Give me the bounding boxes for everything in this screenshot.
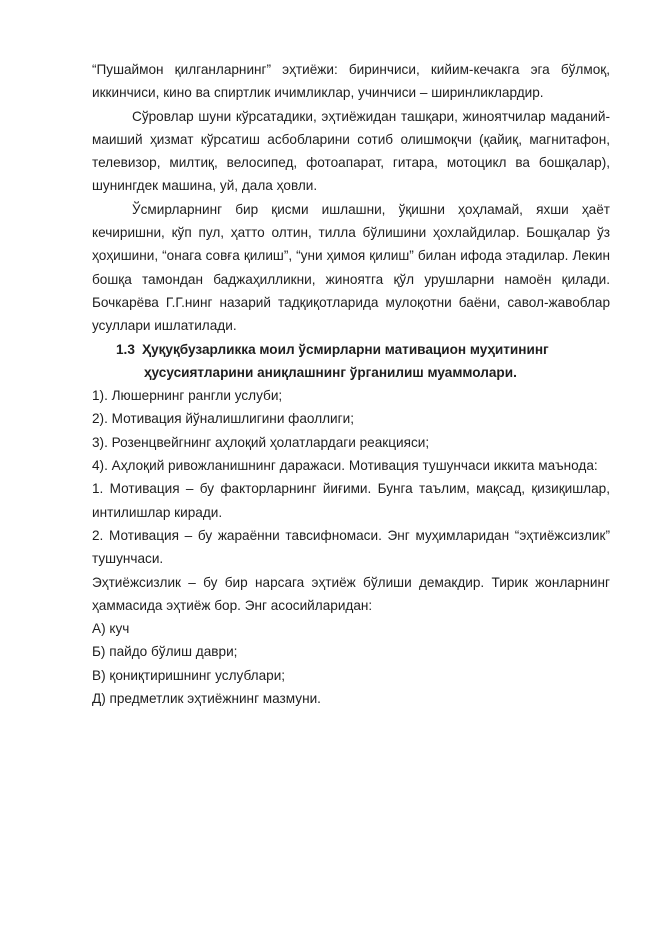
need-item-a: А) куч (92, 621, 130, 637)
need-item-v: В) қониқтиришнинг услублари; (92, 667, 286, 683)
section-heading (92, 338, 610, 385)
paragraph-2: Сўровлар шуни кўрсатадики, эҳтиёжидан ташқари, жиноятчилар маданий-маиший ҳизмат кўрсатиш асбобларини сотиб олишмоқчи (қайиқ, магнитафон, телевизор, милтиқ, велосипед, фотоапарат, гитара, мотоцикл ва бошқалар), шунингдек машина, уй, дала ҳовли. (92, 108, 610, 194)
method-item-3: 3). Розенцвейгнинг аҳлоқий ҳолатлардаги реакцияси; (92, 434, 430, 450)
definition-1: 1. Мотивация – бу факторларнинг йиғими. Бунга таълим, мақсад, қизиқишлар, интилишлар киради. (92, 481, 610, 520)
method-item-4: 4). Аҳлоқий ривожланишнинг даражаси. Мотивация тушунчаси иккита маънода: (92, 458, 598, 474)
need-item-b: Б) пайдо бўлиш даври; (92, 644, 238, 660)
paragraph-3: Ўсмирларнинг бир қисми ишлашни, ўқишни ҳоҳламай, яхши ҳаёт кечиришни, кўп пул, ҳатто олтин, тилла бўлишини ҳохлайдилар. Бошқалар ўз ҳоҳишини, “онага совға қилиш”, “уни ҳимоя қилиш” билан ифода этадилар. Лекин бошқа тамондан баджаҳилликни, жиноятга қўл урушларни намоён қилади. Бочкарёва Г.Г.нинг назарий тадқиқотларида мулоқотни баёни, савол-жавоблар усуллари ишлатилади. (92, 201, 610, 334)
paragraph-1: “Пушаймон қилганларнинг” эҳтиёжи: биринчиси, кийим-кечакга эга бўлмоқ, иккинчиси, кино ва спиртлик ичимликлар, учинчиси – ширинликлардир. (92, 62, 610, 101)
definition-2: 2. Мотивация – бу жараённи тавсифномаси. Энг муҳимларидан “эҳтиёжсизлик” тушунчаси. (92, 527, 610, 567)
document-page (92, 58, 610, 710)
section-title-line-1: Ҳуқуқбузарликка моил ўсмирларни мативацион муҳитининг (142, 341, 549, 357)
need-item-d: Д) предметлик эҳтиёжнинг мазмуни. (92, 691, 321, 707)
section-number: 1.3 (116, 341, 135, 357)
section-title-line-2: ҳусусиятларини аниқлашнинг ўрганилиш муаммолари. (144, 364, 517, 380)
method-item-1: 1). Люшернинг рангли услуби; (92, 388, 283, 404)
paragraph-4: Эҳтиёжсизлик – бу бир нарсага эҳтиёж бўлиши демакдир. Тирик жонларнинг ҳаммасида эҳтиёж бор. Энг асосийларидан: (92, 574, 610, 613)
method-item-2: 2). Мотивация йўналишлигини фаоллиги; (92, 411, 354, 427)
